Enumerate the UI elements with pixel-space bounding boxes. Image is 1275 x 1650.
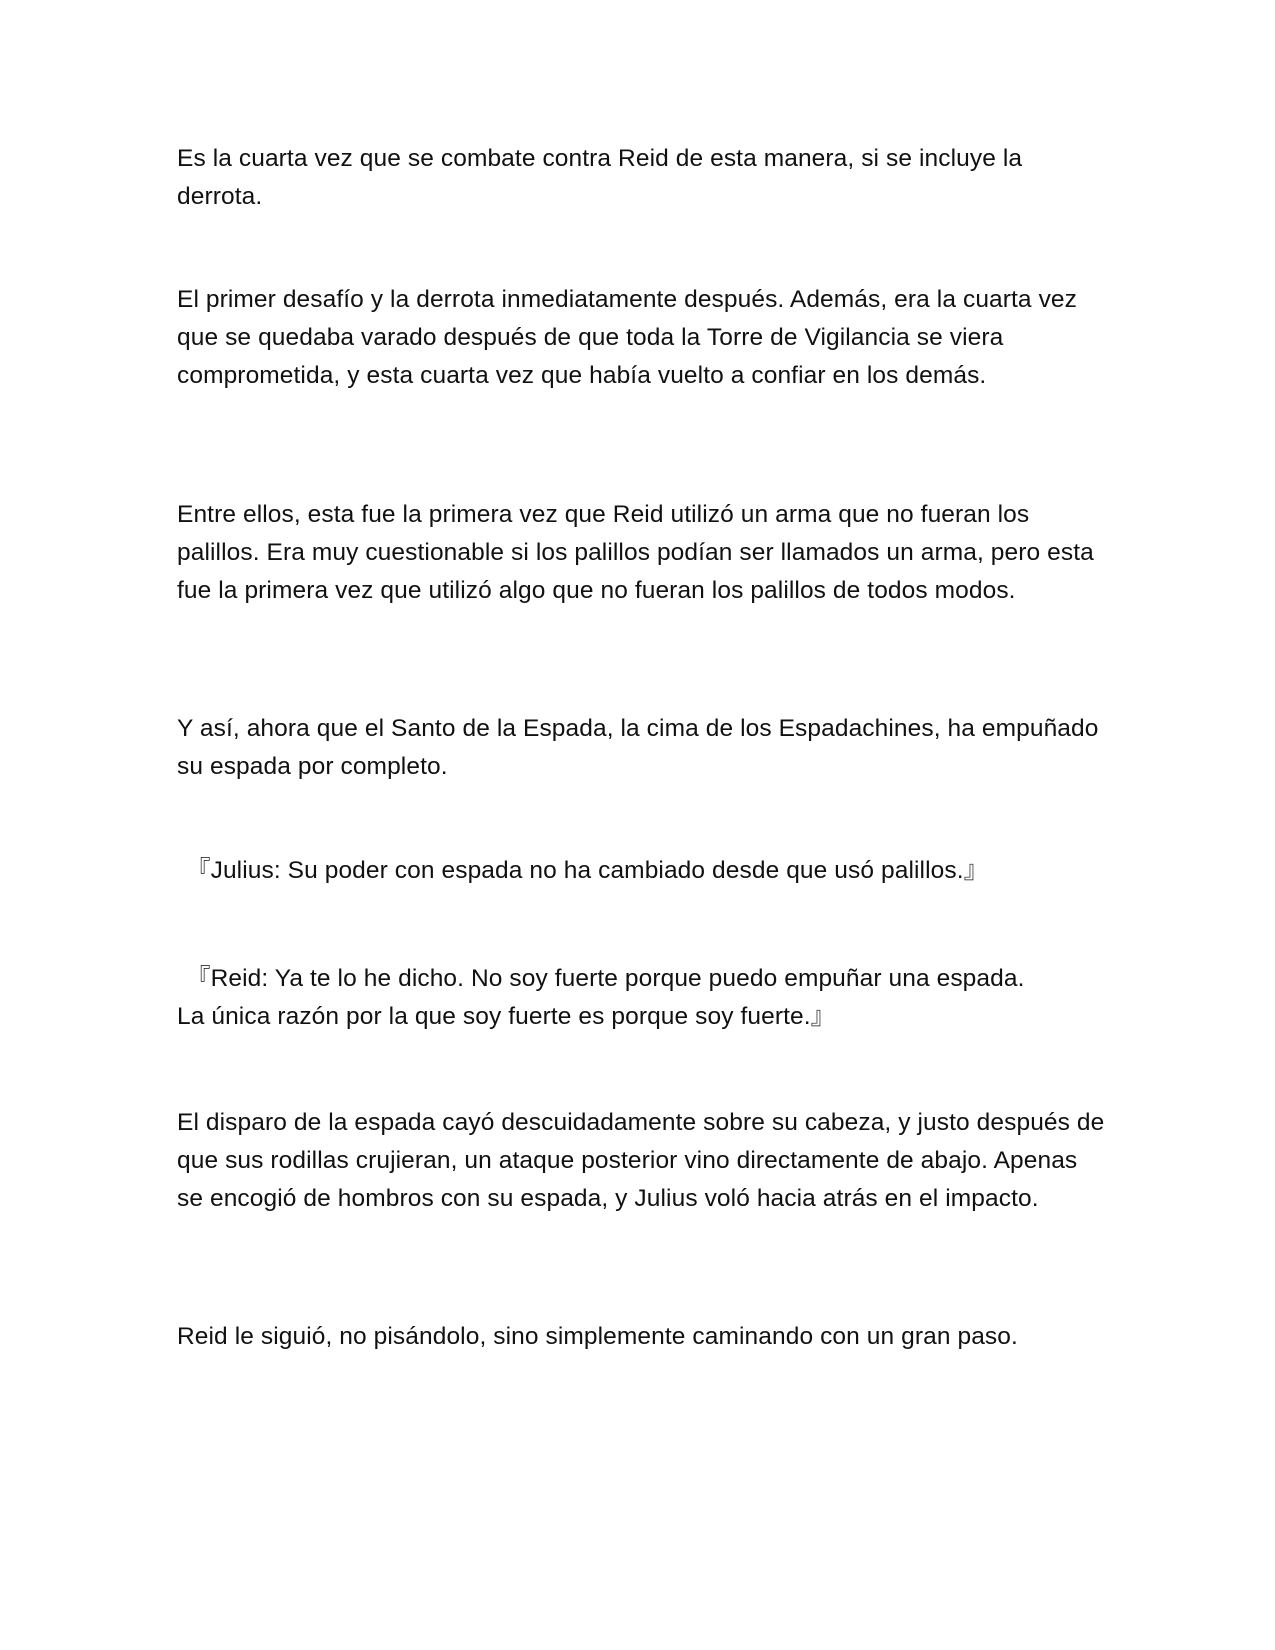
paragraph-2: El primer desafío y la derrota inmediatamente después. Además, era la cuarta vez que se quedaba varado después de que toda la Torre de Vigilancia se viera comprometida, y esta cuarta vez que había vuelto a confiar en los demás.	[177, 286, 1077, 389]
paragraph-6: Reid le siguió, no pisándolo, sino simplemente caminando con un gran paso.	[177, 1323, 1018, 1350]
dialogue-reid	[177, 960, 1108, 1036]
paragraph-3: Entre ellos, esta fue la primera vez que Reid utilizó un arma que no fueran los palillos. Era muy cuestionable si los palillos podían ser llamados un arma, pero esta fue la primera vez que utilizó algo que no fueran los palillos de todos modos.	[177, 501, 1094, 604]
dialogue-julius: 『Julius: Su poder con espada no ha cambiado desde que usó palillos.』	[186, 857, 989, 884]
dialogue-reid-line-1: 『Reid: Ya te lo he dicho. No soy fuerte porque puedo empuñar una espada.	[186, 965, 1025, 992]
paragraph-5: El disparo de la espada cayó descuidadamente sobre su cabeza, y justo después de que sus rodillas crujieran, un ataque posterior vino directamente de abajo. Apenas se encogió de hombros con su espada, y Julius voló hacia atrás en el impacto.	[177, 1109, 1105, 1212]
paragraph-1: Es la cuarta vez que se combate contra Reid de esta manera, si se incluye la derrota.	[177, 145, 1023, 210]
dialogue-reid-line-2: La única razón por la que soy fuerte es porque soy fuerte.』	[177, 1003, 836, 1030]
paragraph-4: Y así, ahora que el Santo de la Espada, la cima de los Espadachines, ha empuñado su espada por completo.	[177, 715, 1099, 780]
